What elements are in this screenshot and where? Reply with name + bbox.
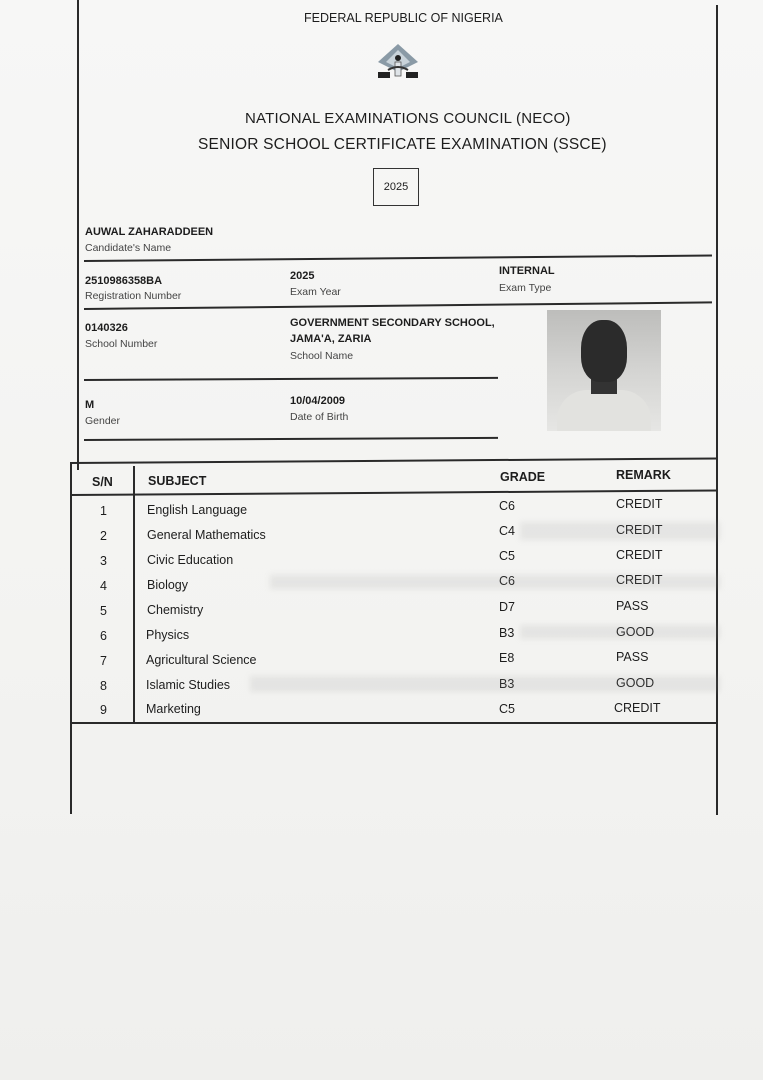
row-subject: Civic Education (147, 553, 234, 567)
candidate-photo (547, 310, 661, 431)
row-subject: Agricultural Science (146, 653, 257, 667)
scan-smudge (520, 522, 720, 540)
row-remark: CREDIT (616, 523, 663, 537)
neco-crest-icon (374, 42, 422, 82)
divider (84, 437, 498, 441)
council-heading: NATIONAL EXAMINATIONS COUNCIL (NECO) (245, 110, 571, 127)
row-sn: 4 (100, 579, 107, 593)
school-number-label: School Number (85, 338, 158, 350)
registration-number-value: 2510986358BA (85, 275, 163, 287)
row-subject: Marketing (146, 702, 201, 716)
row-sn: 2 (100, 529, 107, 543)
row-sn: 8 (100, 679, 107, 693)
row-sn: 7 (100, 654, 107, 668)
row-grade: C6 (499, 499, 515, 513)
row-subject: Biology (147, 578, 188, 592)
row-grade: C6 (499, 574, 515, 588)
dob-value: 10/04/2009 (290, 395, 346, 407)
school-number-value: 0140326 (85, 322, 128, 334)
row-remark: PASS (616, 599, 649, 613)
row-grade: E8 (499, 651, 515, 665)
row-sn: 6 (100, 629, 107, 643)
row-sn: 3 (100, 554, 107, 568)
exam-heading: SENIOR SCHOOL CERTIFICATE EXAMINATION (SSCE) (198, 136, 607, 153)
divider (84, 377, 498, 381)
header-sn: S/N (92, 475, 113, 489)
exam-type-label: Exam Type (499, 282, 552, 294)
dob-label: Date of Birth (290, 411, 349, 423)
row-grade: B3 (499, 677, 515, 691)
row-sn: 1 (100, 504, 107, 518)
header-grade: GRADE (500, 470, 546, 484)
header-subject: SUBJECT (148, 474, 207, 488)
left-border-lower (70, 462, 72, 814)
row-remark: CREDIT (616, 573, 663, 587)
school-name-label: School Name (290, 350, 354, 362)
row-subject: General Mathematics (147, 528, 266, 542)
school-name-line1: GOVERNMENT SECONDARY SCHOOL, (290, 317, 495, 329)
registration-number-label: Registration Number (85, 290, 182, 302)
gender-value: M (85, 399, 95, 411)
table-header-border (70, 489, 718, 495)
country-heading: FEDERAL REPUBLIC OF NIGERIA (304, 11, 503, 25)
row-grade: C5 (499, 549, 515, 563)
exam-year-label: Exam Year (290, 286, 341, 298)
exam-type-value: INTERNAL (499, 265, 555, 277)
row-subject: English Language (147, 503, 248, 517)
divider (84, 255, 712, 262)
school-name-line2: JAMA'A, ZARIA (290, 333, 372, 345)
candidate-name-label: Candidate's Name (85, 242, 172, 254)
row-subject: Islamic Studies (146, 678, 231, 692)
row-remark: CREDIT (616, 548, 663, 562)
row-grade: B3 (499, 626, 515, 640)
gender-label: Gender (85, 415, 121, 427)
row-subject: Chemistry (147, 603, 204, 617)
header-remark: REMARK (616, 468, 671, 482)
exam-year-value: 2025 (290, 270, 315, 282)
row-grade: C5 (499, 702, 515, 716)
candidate-name-value: AUWAL ZAHARADDEEN (85, 226, 214, 238)
row-sn: 5 (100, 604, 107, 618)
scan-smudge (270, 575, 720, 589)
row-remark: PASS (616, 650, 649, 664)
exam-year-box-text: 2025 (383, 181, 409, 193)
table-bottom-border (70, 722, 718, 724)
exam-year-box (373, 168, 419, 206)
row-sn: 9 (100, 703, 107, 717)
row-grade: C4 (499, 524, 515, 538)
row-subject: Physics (146, 628, 190, 642)
row-remark: GOOD (616, 625, 655, 639)
table-top-border (70, 457, 718, 463)
left-border (77, 0, 79, 470)
divider (84, 301, 712, 309)
right-border (716, 5, 718, 815)
scan-smudge (520, 625, 720, 639)
row-remark: GOOD (616, 676, 655, 690)
scan-smudge (250, 676, 720, 692)
row-remark: CREDIT (616, 497, 663, 511)
row-grade: D7 (499, 600, 515, 614)
sn-column-divider (133, 466, 135, 722)
row-remark: CREDIT (614, 701, 661, 715)
